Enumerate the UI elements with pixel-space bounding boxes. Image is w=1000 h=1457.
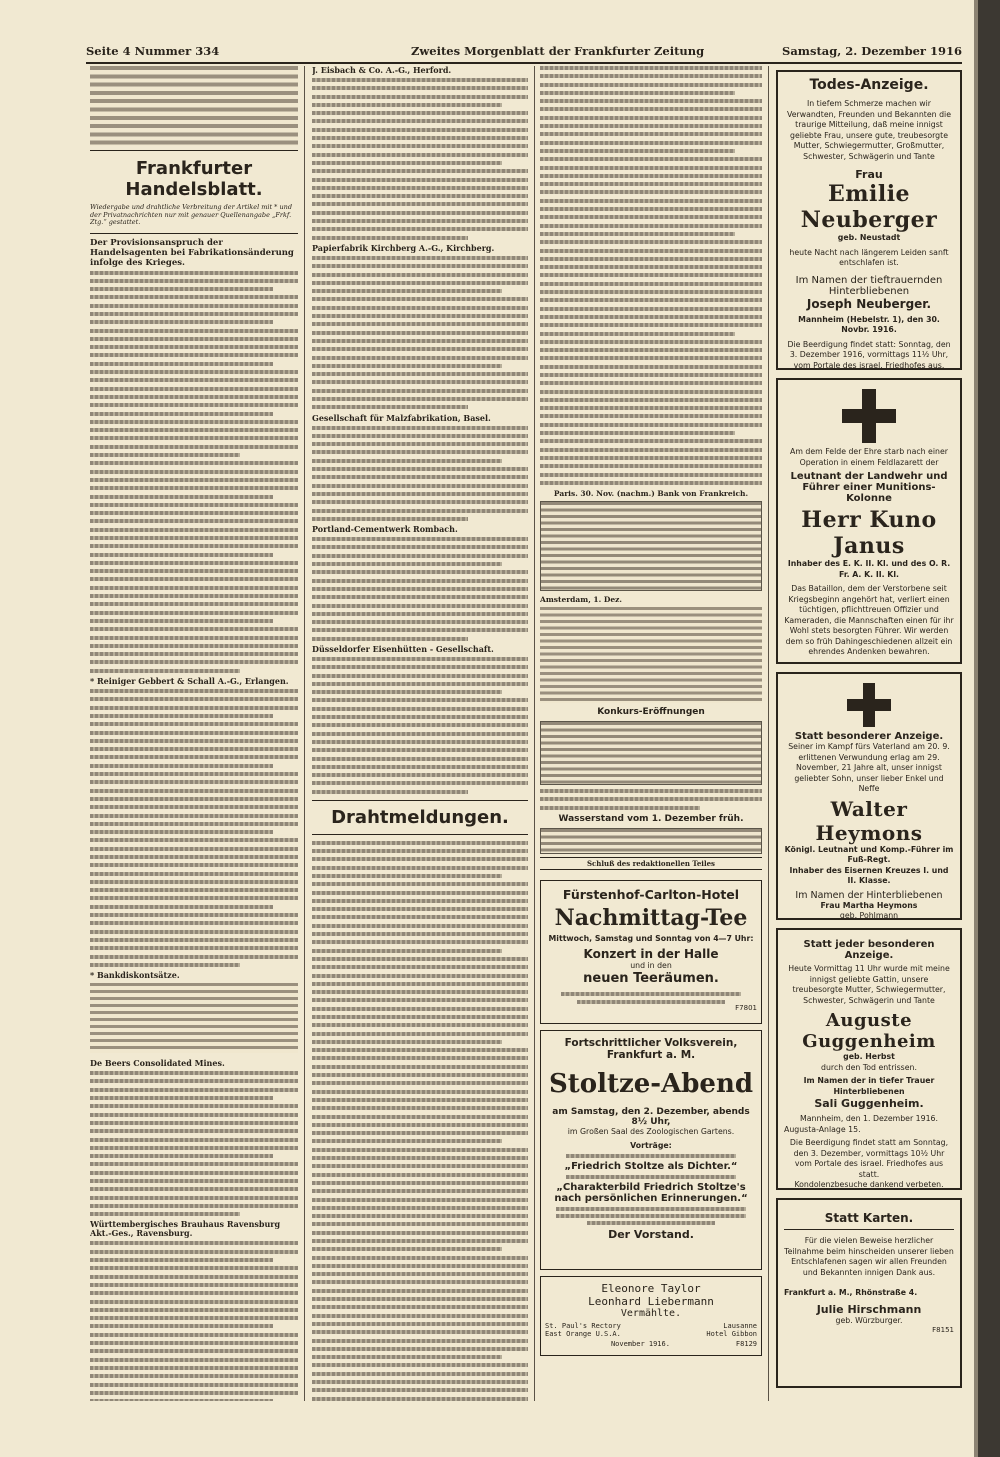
end-of-editorial: Schluß des redaktionellen Teiles (540, 857, 762, 870)
article-body (312, 537, 528, 641)
header-rule (86, 62, 962, 64)
place-right: Lausanne (723, 1322, 757, 1331)
discount-rate-table (90, 983, 298, 1053)
article-body (312, 841, 528, 1401)
notice-place: Mannheim (Hebelstr. 1), den 30. Novbr. 1916. (798, 314, 940, 334)
notice-title: Todes-Anzeige. (809, 77, 929, 93)
article-title: J. Eisbach & Co. A.-G., Herford. (312, 66, 452, 75)
notice-place: Mannheim, den 1. Dezember 1916. (800, 1114, 938, 1123)
mourner: Sali Guggenheim. (814, 1097, 924, 1110)
name-2: Leonhard Liebermann (588, 1295, 714, 1309)
mourner-1: Frau Martha Heymons (820, 900, 918, 910)
born-name: geb. Neustadt (837, 233, 901, 242)
mourner: Joseph Neuberger. (806, 296, 932, 311)
signer-name: Julie Hirschmann (816, 1302, 922, 1316)
iron-cross-icon (847, 683, 891, 727)
paper-title: Zweites Morgenblatt der Frankfurter Zeitung (411, 44, 705, 58)
rank: Königl. Leutnant und Komp.-Führer im Fuß-Regt. (784, 844, 954, 864)
death-notice-janus (776, 378, 962, 664)
column-divider (304, 66, 305, 1401)
section-note: Wiedergabe und drahtliche Verbreitung der Artikel mit * und der Privatnachrichten nur mit genauer Quellenangabe „Frkf. Ztg.“ gestattet. (90, 203, 292, 226)
honors: Inhaber des E. K. II. Kl. und des O. R. Fr. A. K. II. Kl. (787, 559, 951, 579)
place-left-2: East Orange U.S.A. (545, 1330, 621, 1339)
notice-intro: In tiefem Schmerze machen wir Verwandten, Freunden und Bekannten die traurige Mitteilung, daß meine innigst geliebte Frau, unsere gute, treubesorgte Mutter, Schwiegermutter, Großmutter, Schwester, Schwägerin und Tante (786, 99, 951, 161)
mourners-intro: Im Namen der in tiefer Trauer Hinterbliebenen (803, 1076, 935, 1096)
club-name: Fortschrittlicher Volksverein, Frankfurt a. M. (564, 1037, 738, 1062)
hotel-ad (540, 880, 762, 1024)
notice-text: Das Bataillon, dem der Verstorbene seit Kriegsbeginn angehört hat, verliert einen tüchtigen, pflichttreuen Offizier und Kameraden, die Mannschaften einen für ihr Wohl stets besorgten Führer. Wir werden dem so früh Dahingeschiedenen allzeit ein ehrendes Andenken bewahren. (784, 584, 954, 656)
article-title: * Reiniger Gebbert & Schall A.-G., Erlangen. (90, 676, 289, 687)
death-notice-neuberger (776, 70, 962, 370)
column-divider (534, 66, 535, 1401)
honors: Inhaber des Eisernen Kreuzes I. und II. Klasse. (789, 865, 949, 885)
page-label: Seite 4 Nummer 334 (86, 44, 220, 58)
talk-2: „Charakterbild Friedrich Stoltze's nach persönlichen Erinnerungen.“ (554, 1182, 748, 1205)
article-title: Württembergisches Brauhaus Ravensburg Akt.-Ges., Ravensburg. (90, 1219, 281, 1239)
death-notice-heymons (776, 672, 962, 920)
article-body (90, 271, 298, 673)
notice-text: durch den Tod entrissen. (821, 1062, 917, 1072)
name-prefix: Frau (855, 168, 883, 181)
hotel-days: Mittwoch, Samstag und Sonntag von 4—7 Uhr: (548, 934, 754, 944)
stoltze-headline: Stoltze-Abend (548, 1069, 754, 1100)
place-left: St. Paul's Rectory (545, 1322, 621, 1331)
talk-1: „Friedrich Stoltze als Dichter.“ (564, 1161, 738, 1173)
article-title: De Beers Consolidated Mines. (90, 1058, 225, 1069)
mourners-intro: Im Namen der tieftrauernden Hinterbliebenen (795, 274, 943, 297)
article-title: Portland-Cementwerk Rombach. (312, 524, 458, 535)
page-header (86, 44, 962, 62)
notice-intro: Am dem Felde der Ehre starb nach einer Operation in einem Feldlazarett der (790, 447, 948, 467)
iron-cross-icon (842, 389, 896, 443)
name-1: Eleonore Taylor (601, 1282, 701, 1296)
article-title: * Bankdiskontsätze. (90, 970, 180, 981)
number-table (90, 66, 298, 146)
article-body (312, 256, 528, 409)
signature: Der Vorstand. (608, 1228, 694, 1242)
date: November 1916. (610, 1340, 670, 1349)
column-2 (312, 66, 528, 1401)
article-title: Papierfabrik Kirchberg A.-G., Kirchberg. (312, 242, 495, 253)
hotel-headline: Nachmittag-Tee (554, 905, 748, 932)
funeral-info: Die Beerdigung findet statt am Sonntag, den 3. Dezember, vormittags 10½ Uhr vom Portale des israel. Friedhofes aus statt. (789, 1138, 949, 1179)
section-title: Frankfurter Handelsblatt. (125, 158, 263, 200)
condolence-note: Kondolenzbesuche dankend verbeten. (794, 1180, 944, 1189)
notice-code: F8151 (932, 1326, 954, 1334)
deceased-name: Walter Heymons (815, 796, 923, 845)
notice-place: Frankfurt a. M., Rhönstraße 4. (784, 1288, 918, 1297)
hotel-line3: neuen Teeräumen. (583, 971, 719, 987)
table-title: Konkurs-Eröffnungen (597, 707, 705, 718)
bank-table (540, 501, 762, 591)
rank: Leutnant der Landwehr und Führer einer Munitions-Kolonne (790, 471, 948, 504)
notice-title: Statt jeder besonderen Anzeige. (803, 939, 935, 961)
article-body (312, 657, 528, 794)
born-name: geb. Herbst (843, 1052, 895, 1061)
notice-street: Augusta-Anlage 15. (784, 1124, 861, 1134)
column-1 (90, 66, 298, 1401)
marriage-ad (540, 1276, 762, 1356)
deceased-name: Herr Kuno Janus (801, 507, 937, 559)
death-notice-guggenheim (776, 928, 962, 1190)
event-venue: im Großen Saal des Zoologischen Gartens. (567, 1127, 735, 1137)
table-title: Wasserstand vom 1. Dezember früh. (558, 814, 744, 825)
article-body (90, 1071, 298, 1216)
deceased-name: Emilie Neuberger (800, 181, 938, 233)
born-name: geb. Würzburger. (835, 1315, 903, 1325)
notice-text: heute Nacht nach längerem Leiden sanft entschlafen ist. (789, 247, 949, 267)
column-divider (768, 66, 769, 1401)
exchange-table (540, 607, 762, 703)
article-title: Gesellschaft für Malzfabrikation, Basel. (312, 412, 491, 423)
table-title: Paris. 30. Nov. (nachm.) Bank von Frankreich. (553, 489, 749, 499)
article-body (540, 66, 762, 485)
article-body (312, 426, 528, 521)
article-title: Düsseldorfer Eisenhütten - Gesellschaft. (312, 644, 494, 654)
notice-title: Statt besonderer Anzeige. (794, 731, 944, 742)
event-date: am Samstag, den 2. Dezember, abends 8½ Uhr, (552, 1107, 750, 1128)
mourners-intro: Im Namen der Hinterbliebenen (795, 889, 943, 901)
notice-intro: Seiner im Kampf fürs Vaterland am 20. 9. erlittenen Verwundung erlag am 29. November, 21 Jahre alt, unser innigst geliebter Sohn, unser lieber Enkel und Neffe (788, 742, 950, 793)
notice-intro: Heute Vormittag 11 Uhr wurde mit meine innigst geliebte Gattin, unsere treubesorgte Mutter, Schwiegermutter, Schwester, Schwägerin und Tante (788, 964, 950, 1005)
funeral-info: Die Beerdigung findet statt: Sonntag, den 3. Dezember 1916, vormittags 11½ Uhr, vom Portale des israel. Friedhofes aus. (787, 339, 951, 370)
page-date: Samstag, 2. Dezember 1916 (782, 44, 962, 58)
article-body (90, 689, 298, 967)
hotel-code: F7801 (735, 1004, 757, 1013)
article-title: Der Provisionsanspruch der Handelsagenten bei Fabrikationsänderung infolge des Krieges. (90, 237, 294, 268)
drahtmeldungen-title: Drahtmeldungen. (331, 806, 509, 828)
water-level-table (540, 828, 762, 854)
binding-edge (978, 0, 1000, 1457)
hotel-name: Fürstenhof-Carlton-Hotel (562, 887, 740, 903)
program-label: Vorträge: (630, 1140, 672, 1150)
mourner-1-born: geb. Pohlmann (839, 911, 899, 920)
konkurs-table (540, 721, 762, 785)
code: F8129 (735, 1340, 757, 1349)
article-body (312, 78, 528, 240)
place-right-2: Hotel Gibbon (706, 1330, 757, 1339)
status: Vermählte. (620, 1308, 682, 1320)
column-3 (540, 66, 762, 1401)
stoltze-ad (540, 1030, 762, 1270)
deceased-name: Auguste Guggenheim (802, 1010, 936, 1052)
hotel-line1: Konzert in der Halle (583, 946, 719, 961)
notice-text: Für die vielen Beweise herzlicher Teilnahme beim hinscheiden unserer lieben Entschlafenen sagen wir allen Freunden und Bekannten innigen Dank aus. (784, 1236, 954, 1277)
notice-place (784, 662, 954, 665)
hotel-line2: und in den (630, 960, 672, 970)
article-body (90, 1241, 298, 1401)
thanks-notice-hirschmann (776, 1198, 962, 1388)
table-title: Amsterdam, 1. Dez. (540, 595, 623, 605)
notice-title: Statt Karten. (784, 1211, 954, 1230)
